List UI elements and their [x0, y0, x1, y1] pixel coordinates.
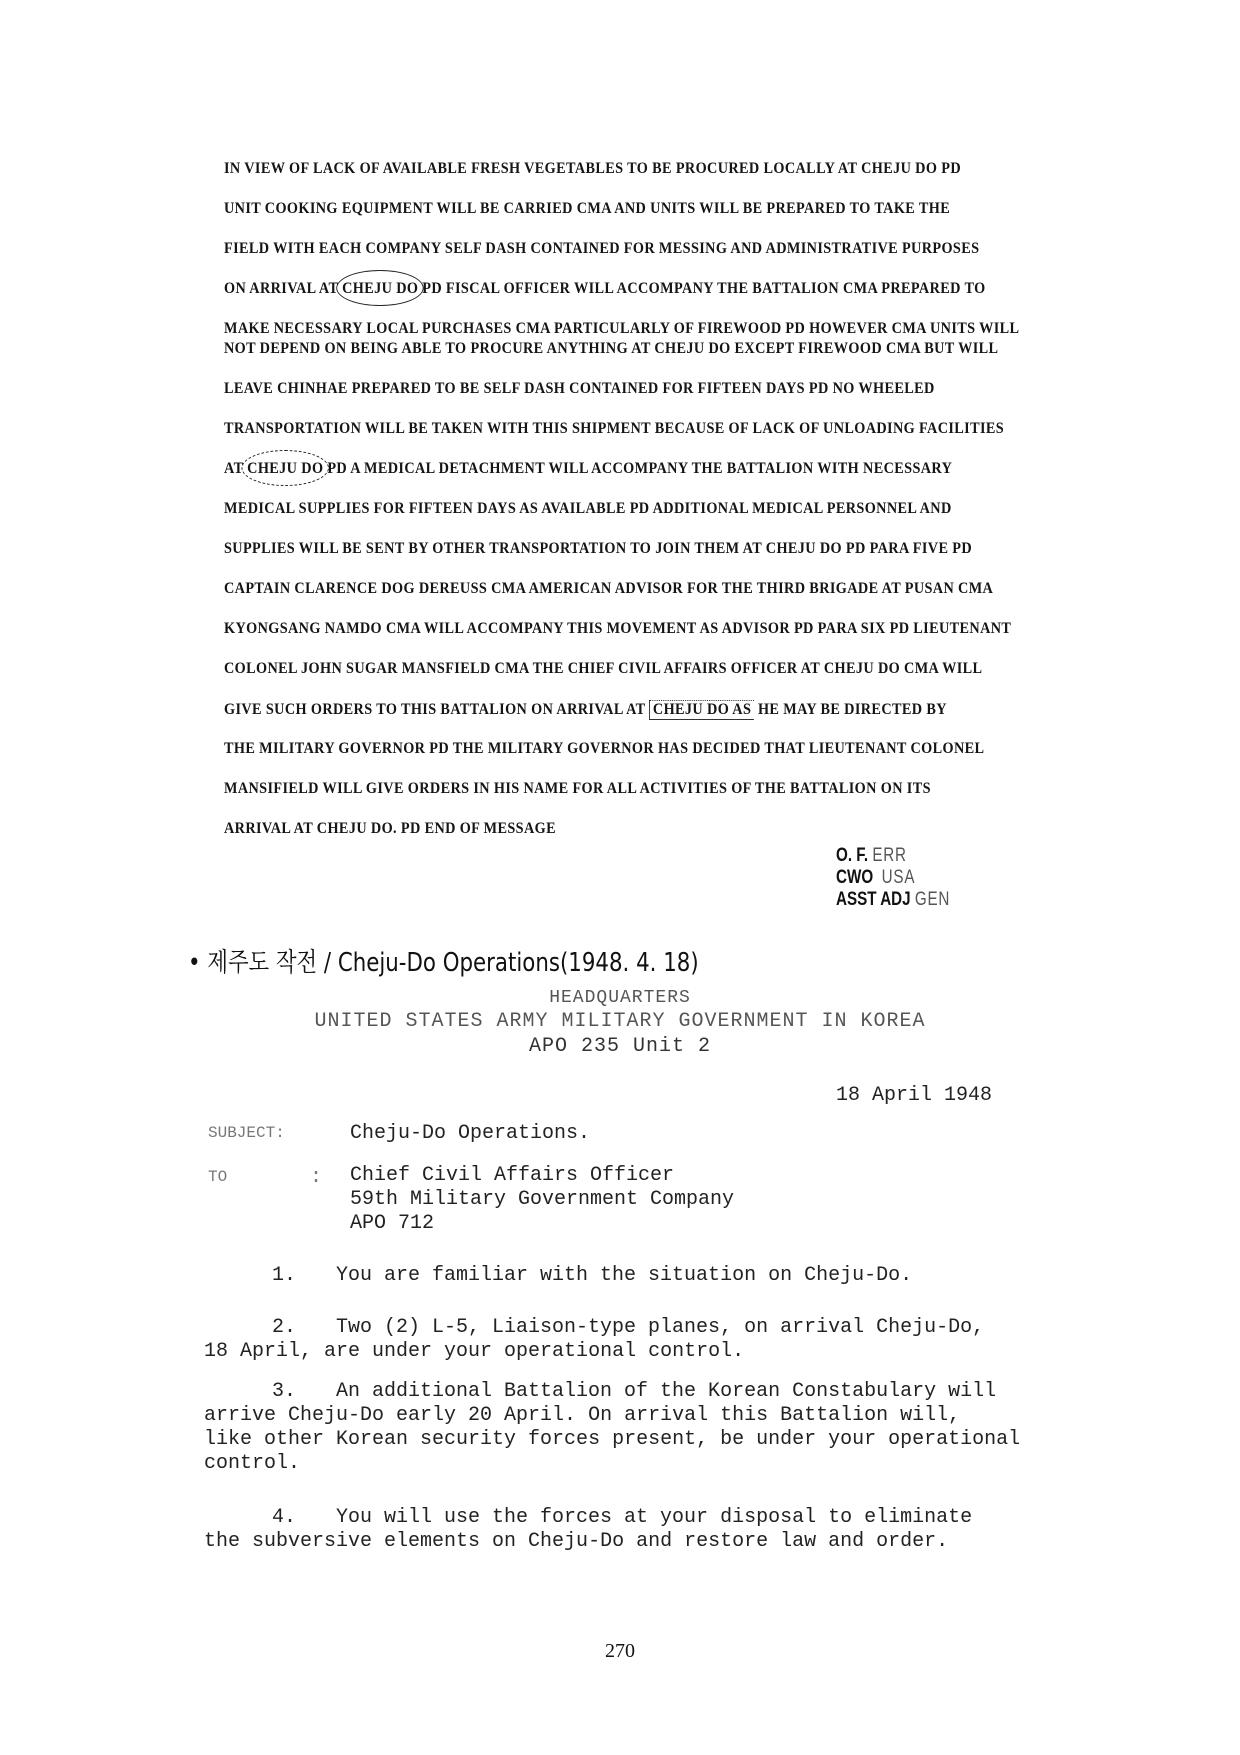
telegram-line: KYONGSANG NAMDO CMA WILL ACCOMPANY THIS MOVEMENT AS ADVISOR PD PARA SIX PD LIEUTENANT — [224, 620, 1012, 637]
rank-text: CWO — [836, 867, 874, 888]
bullet-icon: • — [188, 948, 201, 978]
signature-initials: O. F. — [836, 845, 869, 866]
telegram-line — [224, 280, 986, 298]
recipient-line: Chief Civil Affairs Officer — [350, 1164, 675, 1187]
paragraph-line: like other Korean security forces present, be under your operational — [204, 1428, 1021, 1451]
section-title-text: 제주도 작전 / Cheju-Do Operations(1948. 4. 18) — [207, 948, 699, 978]
paragraph-line: 18 April, are under your operational control. — [204, 1340, 745, 1363]
signature-title — [836, 889, 950, 911]
telegram-line: IN VIEW OF LACK OF AVAILABLE FRESH VEGETABLES TO BE PROCURED LOCALLY AT CHEJU DO PD — [224, 160, 961, 177]
telegram-line: MANSIFIELD WILL GIVE ORDERS IN HIS NAME FOR ALL ACTIVITIES OF THE BATTALION ON ITS — [224, 780, 931, 797]
telegram-line — [224, 460, 952, 478]
telegram-text: PD FISCAL OFFICER WILL ACCOMPANY THE BATTALION CMA PREPARED TO — [418, 280, 986, 297]
telegram-line: UNIT COOKING EQUIPMENT WILL BE CARRIED CMA AND UNITS WILL BE PREPARED TO TAKE THE — [224, 200, 951, 217]
telegram-text: HE MAY BE DIRECTED BY — [754, 701, 947, 718]
signature-rank — [836, 867, 950, 889]
telegram-line: MAKE NECESSARY LOCAL PURCHASES CMA PARTICULARLY OF FIREWOOD PD HOWEVER CMA UNITS WILL — [224, 320, 1020, 337]
paragraph-line: arrive Cheju-Do early 20 April. On arrival this Battalion will, — [204, 1404, 961, 1427]
telegram-text: PD A MEDICAL DETACHMENT WILL ACCOMPANY THE BATTALION WITH NECESSARY — [323, 460, 953, 477]
telegram-line: CAPTAIN CLARENCE DOG DEREUSS CMA AMERICAN ADVISOR FOR THE THIRD BRIGADE AT PUSAN CMA — [224, 580, 994, 597]
paragraph-number: 2. — [272, 1316, 297, 1339]
paragraph-line: You will use the forces at your disposal to eliminate — [336, 1506, 973, 1529]
memo-header-line: UNITED STATES ARMY MILITARY GOVERNMENT IN KOREA — [314, 1010, 926, 1033]
paragraph-number: 1. — [272, 1264, 297, 1287]
telegram-line: LEAVE CHINHAE PREPARED TO BE SELF DASH CONTAINED FOR FIFTEEN DAYS PD NO WHEELED — [224, 380, 935, 397]
telegram-line: ARRIVAL AT CHEJU DO. PD END OF MESSAGE — [224, 820, 556, 837]
recipient-line: APO 712 — [350, 1212, 435, 1235]
memo-header-line: HEADQUARTERS — [549, 988, 691, 1008]
subject-text: Cheju-Do Operations. — [350, 1122, 591, 1145]
to-colon: : — [310, 1166, 323, 1189]
paragraph-number: 4. — [272, 1506, 297, 1529]
signature-stamp — [836, 845, 950, 911]
to-label: TO — [208, 1168, 228, 1186]
telegram-text: GIVE SUCH ORDERS TO THIS BATTALION ON ARRIVAL AT — [224, 701, 650, 718]
paragraph-line: the subversive elements on Cheju-Do and restore law and order. — [204, 1530, 949, 1553]
memo-date: 18 April 1948 — [836, 1084, 993, 1107]
telegram-line — [224, 700, 947, 720]
paragraph-line: Two (2) L-5, Liaison-type planes, on arrival Cheju-Do, — [336, 1316, 985, 1339]
signature-name — [836, 845, 950, 867]
telegram-line: FIELD WITH EACH COMPANY SELF DASH CONTAINED FOR MESSING AND ADMINISTRATIVE PURPOSES — [224, 240, 980, 257]
section-heading — [188, 942, 699, 979]
recipient-line: 59th Military Government Company — [350, 1188, 735, 1211]
paragraph-number: 3. — [272, 1380, 297, 1403]
telegram-line: MEDICAL SUPPLIES FOR FIFTEEN DAYS AS AVAILABLE PD ADDITIONAL MEDICAL PERSONNEL AND — [224, 500, 952, 517]
circled-annotation: CHEJU DO — [342, 280, 419, 297]
subject-label: SUBJECT: — [208, 1124, 285, 1142]
circled-annotation: CHEJU DO — [247, 460, 324, 477]
title-text: ASST ADJ — [836, 889, 911, 910]
signature-surname: ERR — [872, 845, 907, 866]
telegram-line: COLONEL JOHN SUGAR MANSFIELD CMA THE CHIEF CIVIL AFFAIRS OFFICER AT CHEJU DO CMA WILL — [224, 660, 983, 677]
telegram-line: NOT DEPEND ON BEING ABLE TO PROCURE ANYTHING AT CHEJU DO EXCEPT FIREWOOD CMA BUT WILL — [224, 340, 999, 357]
page-number: 270 — [605, 1640, 635, 1662]
telegram-text: AT — [224, 460, 248, 477]
telegram-line: TRANSPORTATION WILL BE TAKEN WITH THIS SHIPMENT BECAUSE OF LACK OF UNLOADING FACILITIES — [224, 420, 1005, 437]
telegram-line: SUPPLIES WILL BE SENT BY OTHER TRANSPORTATION TO JOIN THEM AT CHEJU DO PD PARA FIVE PD — [224, 540, 973, 557]
branch-text: USA — [881, 867, 916, 888]
paragraph-line: You are familiar with the situation on Cheju-Do. — [336, 1264, 913, 1287]
telegram-line: THE MILITARY GOVERNOR PD THE MILITARY GOVERNOR HAS DECIDED THAT LIEUTENANT COLONEL — [224, 740, 985, 757]
telegram-text: ON ARRIVAL AT — [224, 280, 343, 297]
title-suffix: GEN — [914, 889, 951, 910]
boxed-annotation: CHEJU DO AS — [649, 700, 754, 720]
paragraph-line: control. — [204, 1452, 301, 1475]
paragraph-line: An additional Battalion of the Korean Constabulary will — [336, 1380, 997, 1403]
memo-header-line: APO 235 Unit 2 — [528, 1035, 712, 1058]
